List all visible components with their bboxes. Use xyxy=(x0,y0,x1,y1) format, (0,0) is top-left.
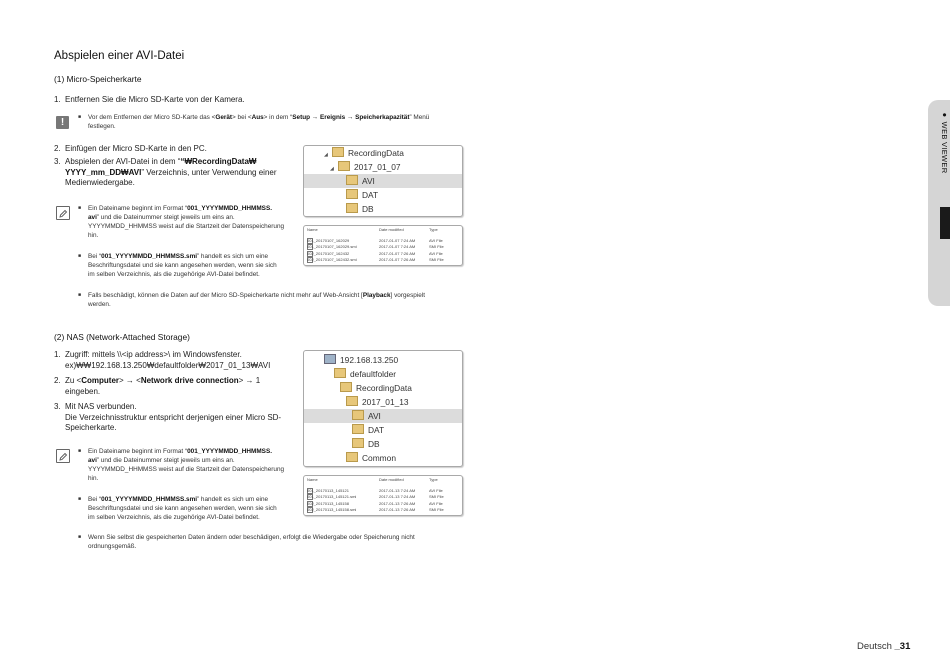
folder-icon xyxy=(340,382,352,392)
nas-folder-tree-window xyxy=(303,350,463,467)
nas-note-smi: ■ Bei “001_YYYYMMDD_HHMMSS.smi” handelt es sich um eine Beschriftungsdatei und sie kann angesehen werden, wenn sie sich im selben Verzeichnis, als die zugehörige AVI-Datei befindet. xyxy=(78,496,277,521)
tree-item-selected[interactable]: AVI xyxy=(304,174,462,188)
folder-tree-window xyxy=(303,145,463,217)
note-smi: ■ Bei “001_YYYYMMDD_HHMMSS.smi” handelt es sich um eine Beschriftungsdatei und sie kann angesehen werden, wenn sie sich im selben Verzeichnis, als die zugehörige AVI-Datei befindet. xyxy=(78,253,277,278)
tree-item[interactable]: defaultfolder xyxy=(304,367,462,381)
file-row[interactable]: 002_20170107_162432 2017-01-07 7:26 AM AVI File xyxy=(307,251,443,256)
file-list-header: Name Date modified Type xyxy=(307,477,438,482)
page-title: Abspielen einer AVI-Datei xyxy=(54,50,185,62)
tree-item[interactable]: ◢ RecordingData xyxy=(324,148,404,158)
file-row[interactable]: 001_20170107_162029 2017-01-07 7:24 AM AVI File xyxy=(307,238,443,243)
tree-item[interactable]: Common xyxy=(304,451,462,465)
network-drive-icon xyxy=(324,354,336,364)
nas-step-2: 2. Zu <Computer> → <Network drive connection> → 1 eingeben. xyxy=(54,376,261,396)
warning-note: ■ Vor dem Entfernen der Micro SD-Karte das <Gerät> bei <Aus> in dem “Setup → Ereignis → Speicherkapazität” Menü festlegen. xyxy=(78,114,430,130)
note-pencil-icon xyxy=(56,449,70,463)
folder-icon xyxy=(338,161,350,171)
tree-item-selected[interactable]: AVI xyxy=(304,409,462,423)
nas-file-list-window xyxy=(303,475,463,516)
step-2: 2. Einfügen der Micro SD-Karte in den PC. xyxy=(54,144,207,153)
folder-icon xyxy=(352,410,364,420)
file-list-window xyxy=(303,225,463,266)
folder-icon xyxy=(332,147,344,157)
file-row[interactable]: 001_20170107_162029.smi 2017-01-07 7:24 AM SMI File xyxy=(307,244,444,249)
note-pencil-icon xyxy=(56,206,70,220)
tree-item[interactable]: DB xyxy=(304,437,462,451)
tree-item[interactable]: DAT xyxy=(304,188,462,202)
folder-icon xyxy=(346,452,358,462)
step-1: 1. Entfernen Sie die Micro SD-Karte von der Kamera. xyxy=(54,95,245,104)
tree-item[interactable]: RecordingData xyxy=(304,381,462,395)
section-heading-micro-sd: (1) Micro-Speicherkarte xyxy=(54,74,142,84)
note-filename: ■ Ein Dateiname beginnt im Format “001_YYYYMMDD_HHMMSS. avi” und die Dateinummer steigt jeweils um eins an. YYYYMMDD_HHMMSS weist auf die Startzeit der Datenspeicherung hin. xyxy=(78,205,285,239)
tree-item-network[interactable]: 192.168.13.250 xyxy=(304,353,462,367)
note-damaged: ■ Falls beschädigt, können die Daten auf der Micro SD-Speicherkarte nicht mehr auf Web-Ansicht [Playback] vorgespielt werden. xyxy=(78,292,426,308)
step-3: 3. Abspielen der AVI-Datei in dem ““₩RecordingData₩ YYYY_mm_DD₩AVI” Verzeichnis, unter Verwendung einer Medienwiedergabe. xyxy=(54,157,277,188)
nas-note-damaged: ■ Wenn Sie selbst die gespeicherten Daten ändern oder beschädigen, erfolgt die Wiedergabe oder Speicherung nicht ordnungsgemäß. xyxy=(78,534,415,550)
folder-icon xyxy=(346,396,358,406)
folder-icon xyxy=(352,424,364,434)
tree-item[interactable]: DAT xyxy=(304,423,462,437)
nas-note-filename: ■ Ein Dateiname beginnt im Format “001_YYYYMMDD_HHMMSS. avi” und die Dateinummer steigt jeweils um eins an. YYYYMMDD_HHMMSS weist auf die Startzeit der Datenspeicherung hin. xyxy=(78,448,285,482)
file-row[interactable]: 001_20170113_145121.smi 2017-01-13 7:24 AM SMI File xyxy=(307,494,444,499)
file-row[interactable]: 002_20170113_145158 2017-01-13 7:26 AM AVI File xyxy=(307,501,443,506)
folder-icon xyxy=(346,189,358,199)
nas-step-3: 3. Mit NAS verbunden. Die Verzeichnisstruktur entspricht derjenigen einer Micro SD- Speicherkarte. xyxy=(54,402,282,433)
section-heading-nas: (2) NAS (Network-Attached Storage) xyxy=(54,332,190,342)
page-footer: Deutsch _31 xyxy=(857,641,911,652)
tree-item[interactable]: 2017_01_13 xyxy=(304,395,462,409)
tree-item[interactable]: DB xyxy=(304,202,462,216)
sidebar-active-marker xyxy=(940,207,950,239)
nas-step-1: 1. Zugriff: mittels \\<ip address>\ im Windowsfenster. ex)₩₩192.168.13.250₩defaultfolder₩2017_01_13₩AVI xyxy=(54,350,271,370)
tree-item[interactable]: ◢ 2017_01_07 xyxy=(330,162,401,172)
sidebar-label: ● WEB VIEWER xyxy=(940,110,949,174)
file-row[interactable]: 002_20170113_145158.smi 2017-01-13 7:26 AM SMI File xyxy=(307,507,444,512)
folder-icon xyxy=(352,438,364,448)
file-row[interactable]: 001_20170113_145121 2017-01-13 7:24 AM AVI File xyxy=(307,488,443,493)
file-list-header: Name Date modified Type xyxy=(307,227,438,232)
file-row[interactable]: 002_20170107_162432.smi 2017-01-07 7:26 AM SMI File xyxy=(307,257,444,262)
folder-icon xyxy=(346,175,358,185)
folder-icon xyxy=(334,368,346,378)
folder-icon xyxy=(346,203,358,213)
warning-icon: ! xyxy=(56,116,69,129)
